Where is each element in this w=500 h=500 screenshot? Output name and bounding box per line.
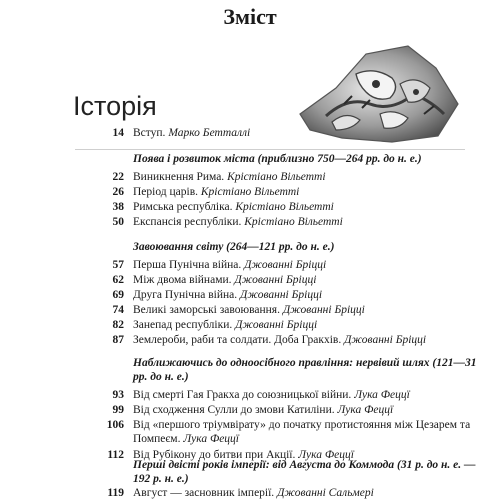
page-number: 38 — [112, 201, 124, 213]
entry-author: Джованні Бріцці — [240, 289, 323, 301]
entry-author: Джованні Бріцці — [282, 304, 365, 316]
entry-title: Від сходження Сулли до змови Катиліни. — [133, 404, 335, 416]
entry-title: Август — засновник імперії. — [133, 487, 275, 499]
entry-title: Від смерті Гая Гракха до союзницької війни. — [133, 389, 352, 401]
entry-title: Землероби, раби та солдати. Доба Гракхів. — [133, 334, 342, 346]
entry-title: Виникнення Рима. — [133, 171, 225, 183]
page-title: Зміст — [223, 4, 277, 29]
entry-author: Крістіано Вільетті — [227, 171, 326, 183]
page-number: 74 — [112, 304, 124, 316]
entry-title: Перша Пунічна війна. — [133, 259, 242, 271]
entry-author: Джованні Бріцці — [344, 334, 427, 346]
page-number: 69 — [112, 289, 124, 301]
page-number: 14 — [112, 127, 124, 139]
part-heading: Поява і розвиток міста (приблизно 750—264 рр. до н. е.) — [133, 153, 422, 165]
page-number: 22 — [112, 171, 124, 183]
entry-title: Від «першого тріумвірату» до початку протистояння між Цезарем та Помпеєм. — [133, 419, 471, 445]
part-heading: Завоювання світу (264—121 рр. до н. е.) — [133, 241, 335, 253]
entry-author: Лука Феццї — [183, 433, 240, 445]
entry-author: Марко Бетталлі — [168, 127, 251, 139]
entry-author: Лука Феццї — [298, 449, 354, 461]
entry-title: Вступ. — [133, 127, 166, 139]
page-number: 50 — [112, 216, 124, 228]
page-number: 82 — [112, 319, 124, 331]
entry-author: Крістіано Вільетті — [235, 201, 334, 213]
page-number: 106 — [106, 419, 124, 431]
page-number: 119 — [107, 487, 124, 499]
page-number: 99 — [112, 404, 124, 416]
entry-title: Між двома війнами. — [133, 274, 232, 286]
entry-author: Джованні Бріцці — [244, 259, 327, 271]
page-number: 57 — [112, 259, 124, 271]
part-heading: Наближаючись до одноосібного правління: нервівий шлях (121—31 рр. до н. е.) — [133, 357, 477, 383]
page-number: 87 — [112, 334, 124, 346]
entry-author: Джованні Бріцці — [235, 319, 318, 331]
entry-author: Крістіано Вільетті — [244, 216, 343, 228]
entry-author: Джованні Бріцці — [234, 274, 317, 286]
entry-author: Крістіано Вільетті — [200, 186, 300, 198]
page-number: 112 — [107, 449, 124, 461]
entry-title: Від Рубікону до битви при Акції. — [133, 449, 296, 461]
entry-author: Джованні Сальмері — [277, 487, 374, 499]
section-title: Історія — [73, 91, 157, 121]
entry-title: Великі заморські завоювання. — [133, 304, 280, 316]
entry-title: Експансія республіки. — [133, 216, 242, 228]
part-heading: Перші двісті років імперії: від Августа до Коммода (31 р. до н. е. — 192 р. н. е.) — [133, 459, 476, 485]
entry-title: Римська республіка. — [133, 201, 233, 213]
page-number: 26 — [112, 186, 124, 198]
entry-author: Лука Феццї — [337, 404, 394, 416]
page-number: 93 — [112, 389, 124, 401]
entry-author: Лука Феццї — [354, 389, 410, 401]
page-number: 62 — [112, 274, 124, 286]
entry-title: Друга Пунічна війна. — [133, 289, 238, 301]
entry-title: Занепад республіки. — [133, 319, 233, 331]
entry-title: Період царів. — [133, 186, 199, 198]
